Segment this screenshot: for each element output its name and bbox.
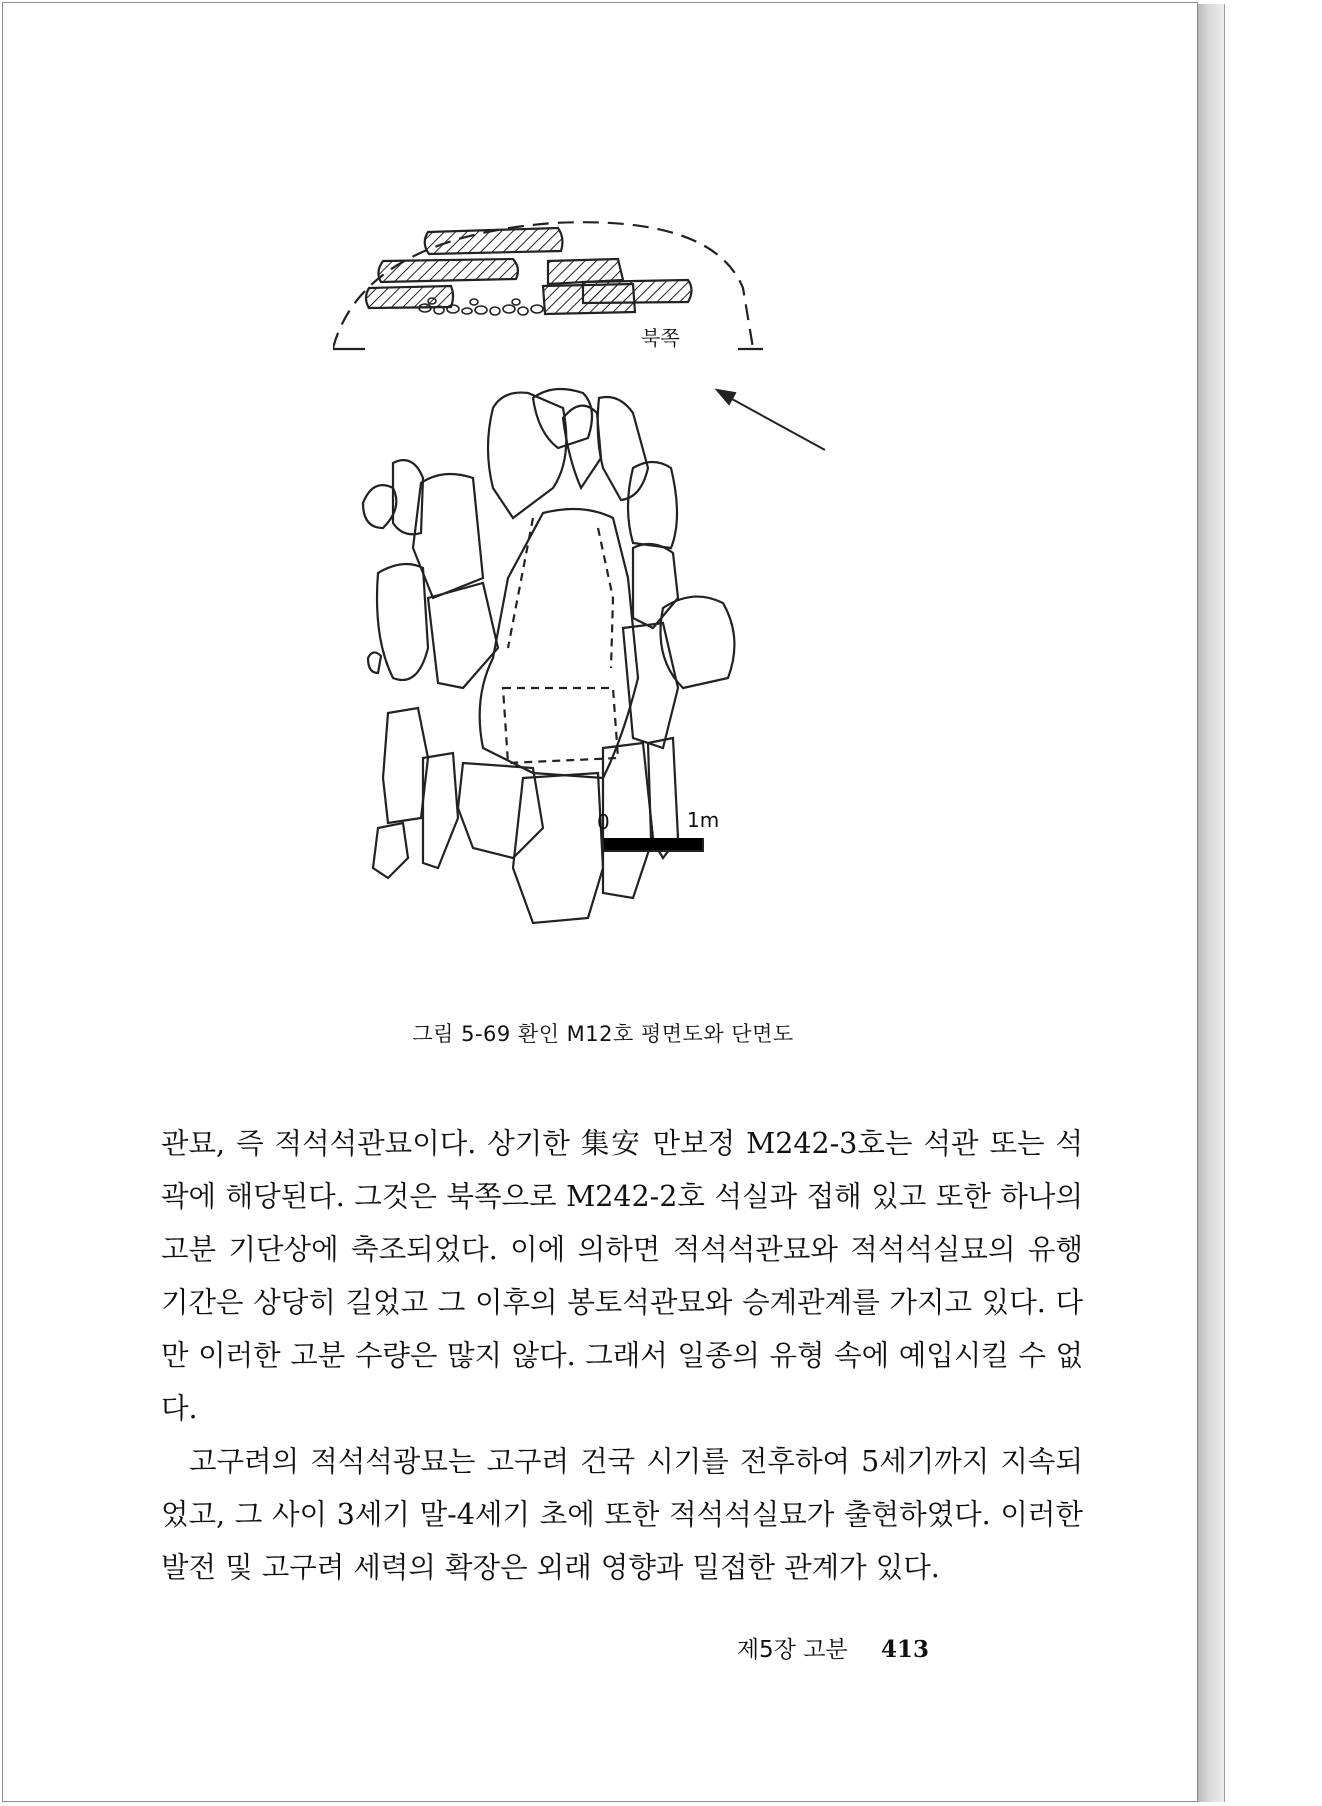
capstone bbox=[425, 228, 563, 254]
stone-outline bbox=[628, 462, 677, 548]
tomb-figure bbox=[333, 218, 853, 998]
paragraph: 관묘, 즉 적석석관묘이다. 상기한 集安 만보정 M242-3호는 석관 또는 석곽에 해당된다. 그것은 북쪽으로 M242-2호 석실과 접해 있고 또한 하나의 고분 기단상에 축조되었다. 이에 의하면 적석석관묘와 적석석실묘의 유행기간은 상당히 길었고 그 이후의 봉토석관묘와 승계관계를 가지고 있다. 다만 이러한 고분 수량은 많지 않다. 그래서 일종의 유형 속에 예입시킬 수 없다. bbox=[161, 1127, 1083, 1425]
stone-outline bbox=[623, 623, 678, 748]
page-footer bbox=[737, 1631, 929, 1664]
paragraph: 고구려의 적석석광묘는 고구려 건국 시기를 전후하여 5세기까지 지속되었고, 그 사이 3세기 말-4세기 초에 또한 적석석실묘가 출현하였다. 이러한 발전 및 고구려 세력의 확장은 외래 영향과 밀접한 관계가 있다. bbox=[161, 1445, 1083, 1584]
stone-outline bbox=[423, 753, 458, 868]
stone-outline bbox=[603, 743, 653, 898]
scale-zero-label: 0 bbox=[597, 810, 610, 834]
book-page bbox=[2, 2, 1198, 1802]
stone-slab bbox=[543, 284, 635, 314]
stone-outline bbox=[368, 652, 381, 673]
stone-outline bbox=[563, 406, 601, 488]
stone-outline bbox=[488, 393, 566, 518]
stone-outline bbox=[513, 773, 603, 923]
stone-outline bbox=[633, 544, 678, 628]
scale-end-label: 1m bbox=[687, 808, 720, 832]
stone-slab bbox=[548, 259, 623, 284]
stone-outline bbox=[598, 397, 648, 500]
stone-outline bbox=[373, 823, 408, 878]
stone-outline bbox=[363, 485, 396, 528]
page-edge bbox=[1198, 4, 1225, 1802]
stone-slab bbox=[366, 286, 453, 308]
stone-outline bbox=[383, 708, 428, 823]
chapter-title: 제5장 고분 bbox=[736, 1637, 848, 1663]
tomb-drawing bbox=[333, 218, 853, 998]
north-label: 북쪽 bbox=[641, 326, 680, 350]
section-view bbox=[333, 222, 763, 349]
north-arrow bbox=[717, 390, 825, 450]
burial-chamber bbox=[480, 509, 638, 778]
stone-slab bbox=[378, 259, 517, 282]
page-number: 413 bbox=[880, 1636, 929, 1663]
stone-outline bbox=[661, 597, 735, 688]
stone-outline bbox=[377, 564, 428, 680]
figure-caption: 그림 5-69 환인 M12호 평면도와 단면도 bbox=[412, 1022, 794, 1046]
scale-bar bbox=[603, 838, 703, 851]
body-text bbox=[161, 1117, 1083, 1594]
